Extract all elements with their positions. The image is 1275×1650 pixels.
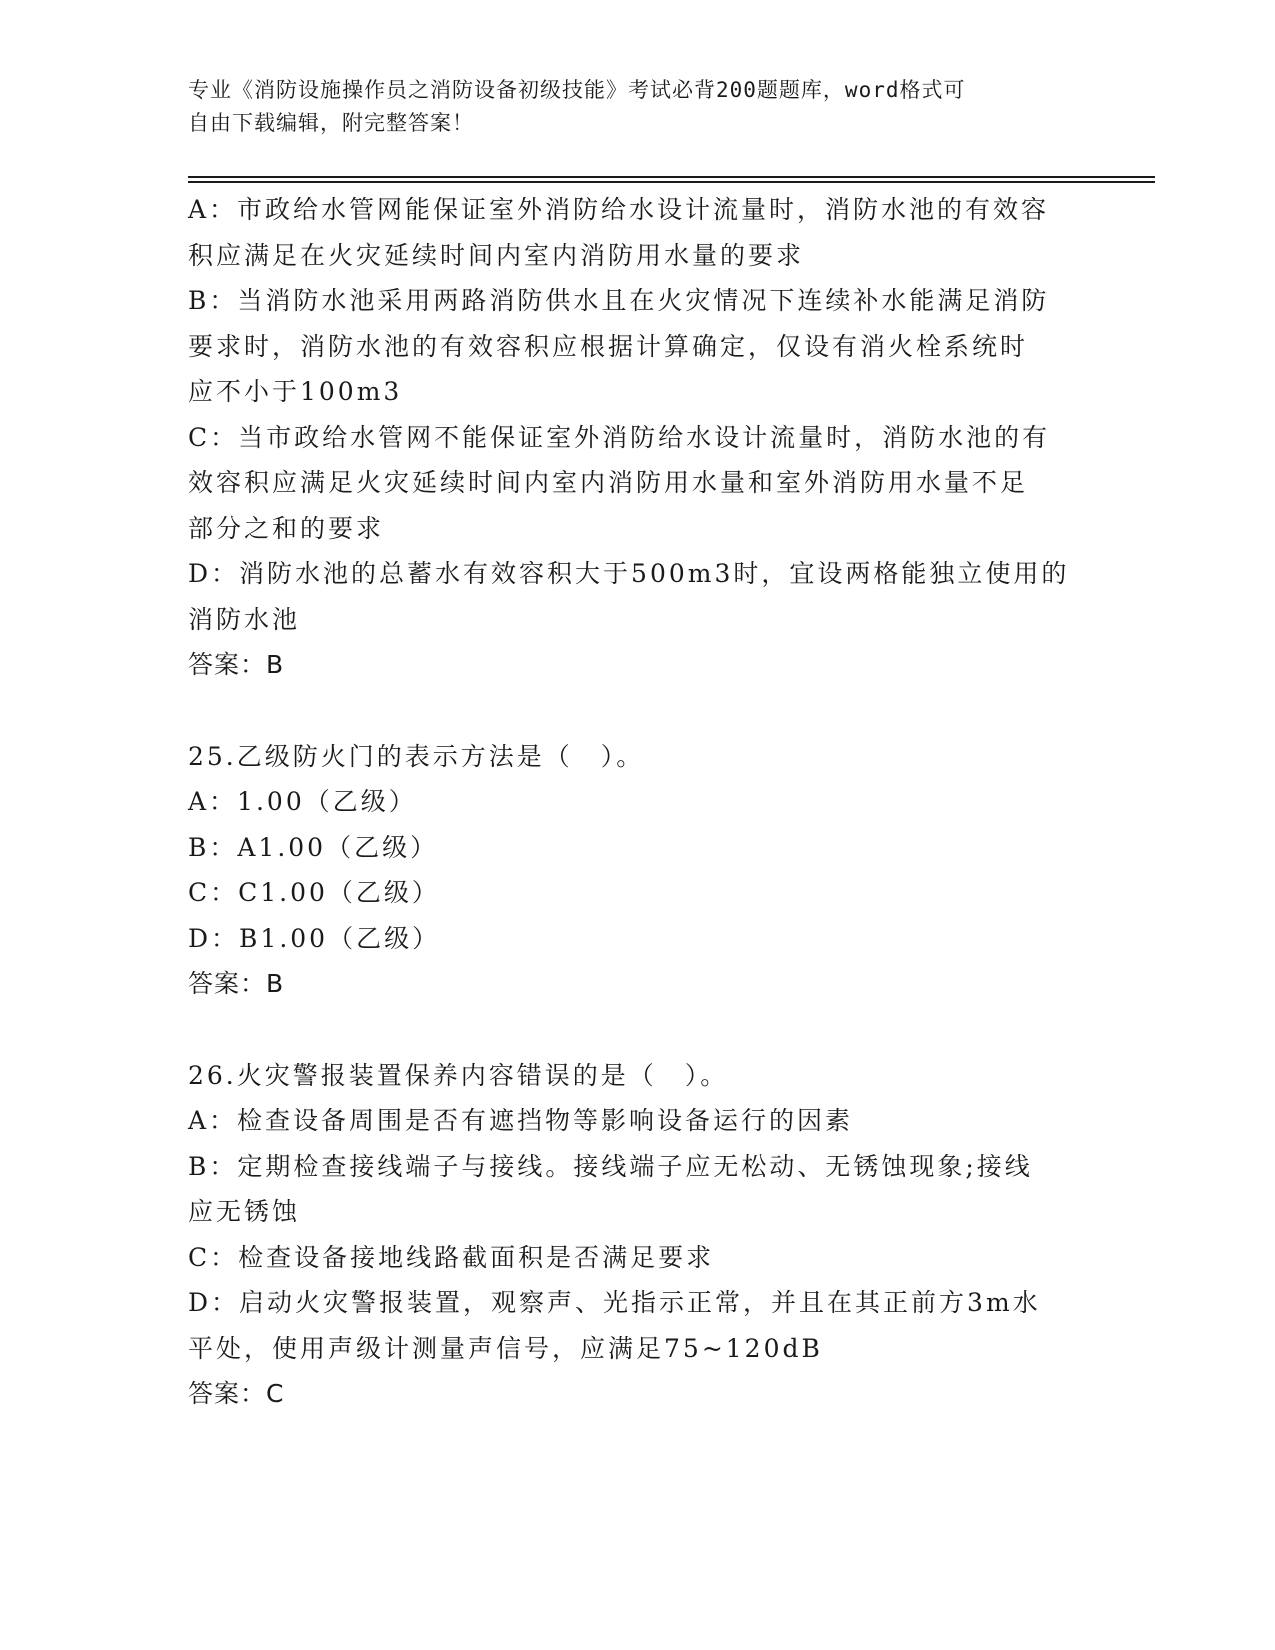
option-c: C：检查设备接地线路截面积是否满足要求 [188, 1242, 715, 1272]
option-c: C：C1.00（乙级） [188, 878, 440, 907]
question-25 [188, 734, 1088, 1007]
question-stem: 25.乙级防火门的表示方法是（ ）。 [188, 741, 645, 771]
question-26 [188, 1053, 1088, 1417]
option-d-line-1: D：启动火灾警报装置，观察声、光指示正常，并且在其正前方3m水 [188, 1288, 1041, 1317]
answer: 答案：B [188, 969, 285, 998]
header-rule-top [188, 176, 1155, 178]
option-a-line-2: 积应满足在火灾延续时间内室内消防用水量的要求 [188, 240, 805, 270]
document-header [188, 74, 1068, 140]
option-d-line-2: 平处，使用声级计测量声信号，应满足75~120dB [188, 1333, 823, 1363]
question-list [188, 187, 1088, 1417]
option-c-line-1: C：当市政给水管网不能保证室外消防给水设计流量时，消防水池的有 [188, 422, 1051, 452]
option-a: A：检查设备周围是否有遮挡物等影响设备运行的因素 [188, 1106, 854, 1135]
option-b-line-1: B：定期检查接线端子与接线。接线端子应无松动、无锈蚀现象;接线 [188, 1151, 1033, 1181]
option-b-line-1: B：当消防水池采用两路消防供水且在火灾情况下连续补水能满足消防 [188, 286, 1050, 315]
option-d: D：B1.00（乙级） [188, 923, 441, 953]
option-b-line-2: 应无锈蚀 [188, 1197, 301, 1226]
option-c-line-2: 效容积应满足火灾延续时间内室内消防用水量和室外消防用水量不足 [188, 468, 1029, 497]
option-b-line-3: 应不小于100m3 [188, 377, 403, 406]
answer: 答案：B [188, 650, 285, 679]
header-line-2: 自由下载编辑，附完整答案！ [188, 111, 474, 135]
header-line-1: 专业《消防设施操作员之消防设备初级技能》考试必背200题题库，word格式可 [188, 78, 966, 102]
option-d-line-2: 消防水池 [188, 604, 301, 634]
question-stem: 26.火灾警报装置保养内容错误的是（ ）。 [188, 1060, 729, 1090]
spacer [188, 1007, 1088, 1053]
spacer [188, 688, 1088, 734]
option-d-line-1: D：消防水池的总蓄水有效容积大于500m3时，宜设两格能独立使用的 [188, 559, 1070, 588]
option-b: B：A1.00（乙级） [188, 832, 439, 862]
option-c-line-3: 部分之和的要求 [188, 513, 385, 543]
option-b-line-2: 要求时，消防水池的有效容积应根据计算确定，仅设有消火栓系统时 [188, 331, 1029, 361]
header-rule-bottom [188, 181, 1155, 183]
question-24 [188, 187, 1088, 688]
option-a-line-1: A：市政给水管网能保证室外消防给水设计流量时，消防水池的有效容 [188, 195, 1050, 224]
option-a: A：1.00（乙级） [188, 787, 417, 816]
answer: 答案：C [188, 1379, 285, 1408]
